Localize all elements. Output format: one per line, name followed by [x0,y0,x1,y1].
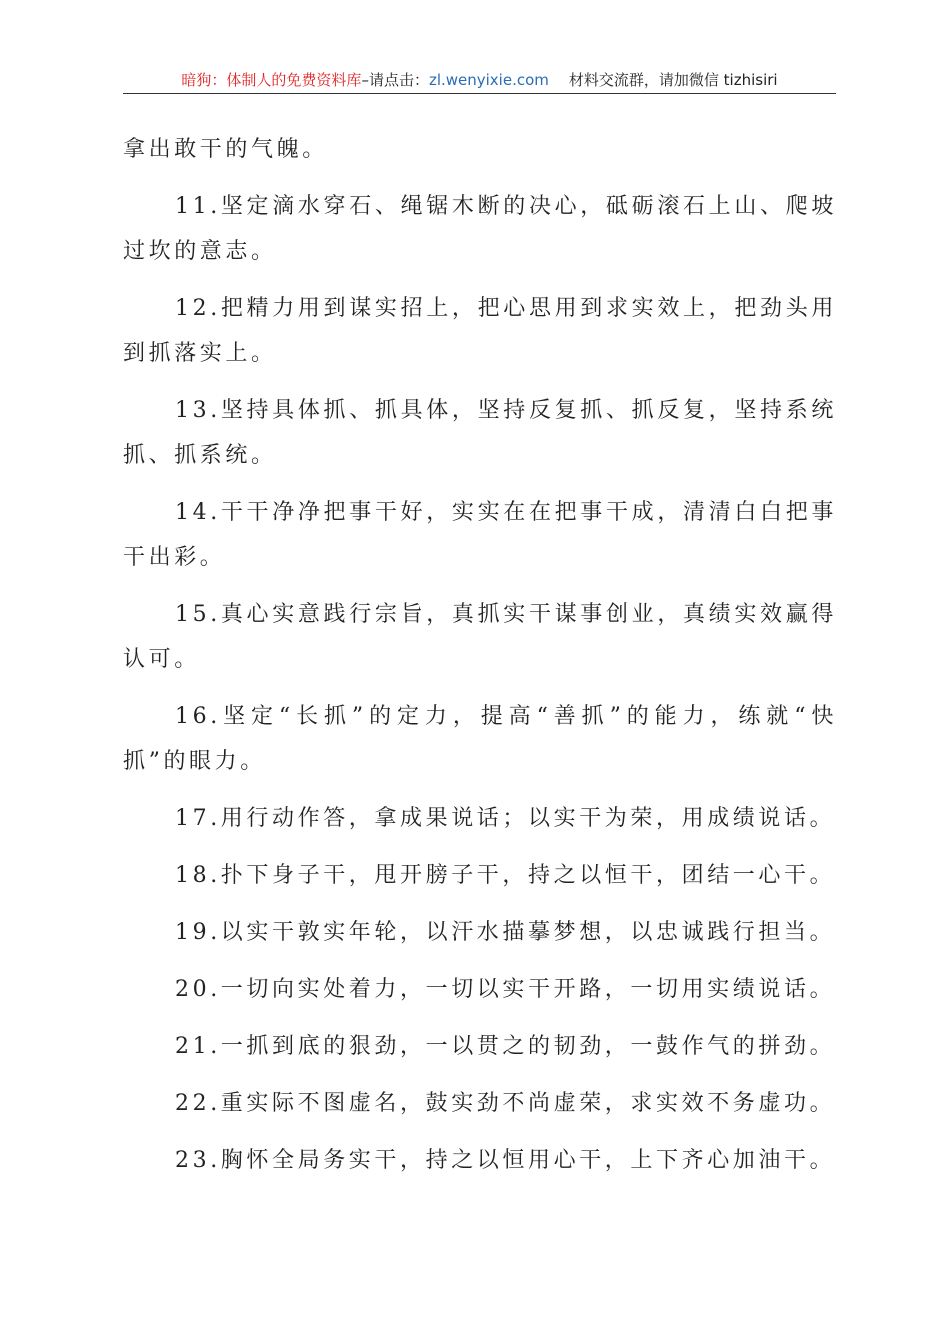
paragraph: 21.一抓到底的狠劲，一以贯之的韧劲，一鼓作气的拼劲。 [175,1034,836,1059]
paragraph: 15.真心实意践行宗旨，真抓实干谋事创业，真绩实效赢得认可。 [123,602,837,672]
paragraph: 19.以实干敦实年轮，以汗水描摹梦想，以忠诚践行担当。 [175,920,836,945]
paragraph: 14.干干净净把事干好，实实在在把事干成，清清白白把事干出彩。 [123,500,837,570]
paragraph: 13.坚持具体抓、抓具体，坚持反复抓、抓反复，坚持系统抓、抓系统。 [123,398,837,468]
paragraph: 16.坚定“长抓”的定力，提高“善抓”的能力，练就“快抓”的眼力。 [123,704,837,774]
header-group-text: 材料交流群，请加微信 tizhisiri [568,71,778,89]
paragraph: 20.一切向实处着力，一切以实干开路，一切用实绩说话。 [175,977,836,1002]
header-promo: 暗狗：体制人的免费资料库 [181,71,362,89]
paragraph: 18.扑下身子干，甩开膀子干，持之以恒干，团结一心干。 [175,863,836,888]
paragraph: 22.重实际不图虚名，鼓实劲不尚虚荣，求实效不务虚功。 [175,1091,836,1116]
page-header [123,68,836,94]
paragraph: 拿出敢干的气魄。 [123,137,328,162]
document-body [123,127,837,1195]
paragraph: 11.坚定滴水穿石、绳锯木断的决心，砥砺滚石上山、爬坡过坎的意志。 [123,194,837,264]
paragraph: 12.把精力用到谋实招上，把心思用到求实效上，把劲头用到抓落实上。 [123,296,837,366]
header-click-label: –请点击： [361,71,429,89]
header-url-link[interactable]: zl.wenyixie.com [428,71,549,89]
paragraph: 23.胸怀全局务实干，持之以恒用心干，上下齐心加油干。 [175,1148,836,1173]
paragraph: 17.用行动作答，拿成果说话；以实干为荣，用成绩说话。 [175,806,836,831]
